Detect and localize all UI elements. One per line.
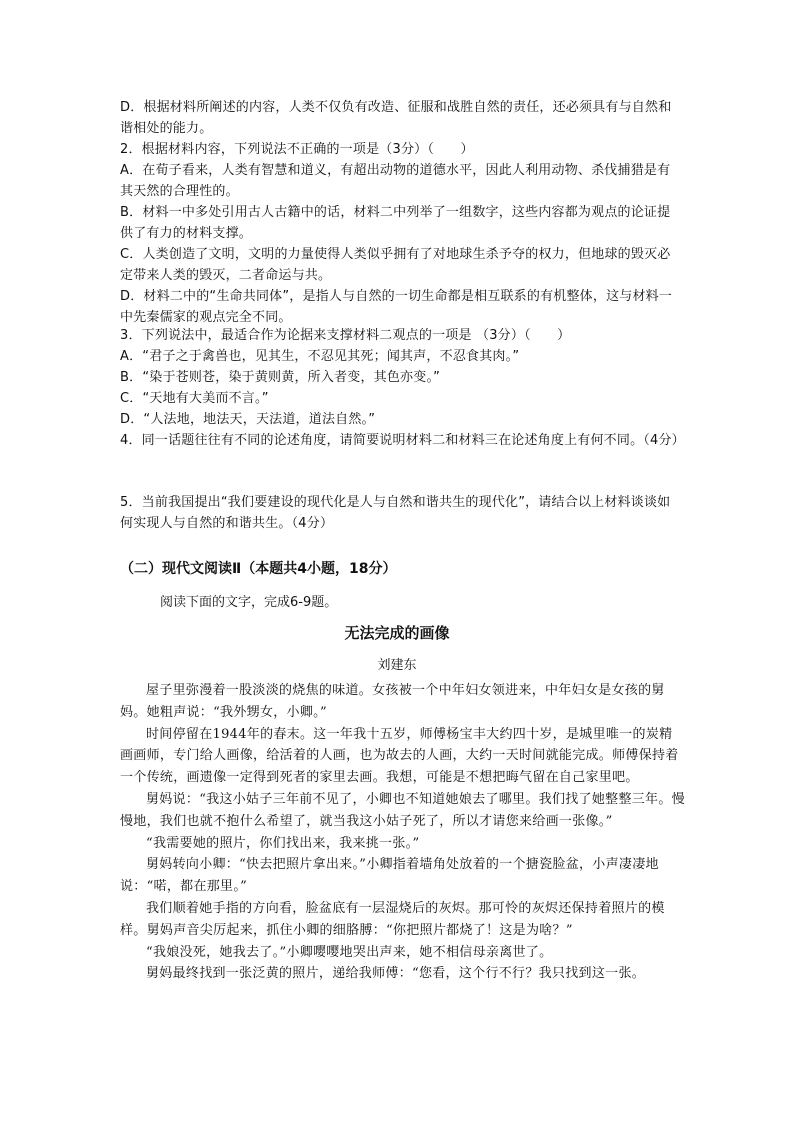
story-paragraph: 我们顺着她手指的方向看，脸盆底有一层湿烧后的灰烬。那可怜的灰烬还保持着照片的模样。舅妈声音尖厉起来，抓住小卿的细胳膊：“你把照片都烧了！这是为啥？” (120, 900, 665, 938)
story-paragraph: “我需要她的照片，你们找出来，我来挑一张。” (146, 835, 420, 851)
section-heading: （二）现代文阅读Ⅱ（本题共4小题，18分） (120, 561, 397, 577)
q5-question: 5．当前我国提出“我们要建设的现代化是人与自然和谐共生的现代化”，请结合以上材料谈谈如何实现人与自然的和谐共生。（4分） (120, 495, 671, 531)
q3-option-a: A．“君子之于禽兽也，见其生，不忍见其死；闻其声，不忍食其肉。” (120, 349, 520, 364)
q2-option-b: B．材料一中多处引用古人古籍中的话，材料二中列举了一组数字，这些内容都为观点的论证提供了有力的材料支撑。 (120, 205, 671, 241)
q2-option-a: A．在荀子看来，人类有智慧和道义，有超出动物的道德水平，因此人利用动物、杀伐捕猎是有其天然的合理性的。 (120, 163, 671, 199)
reading-instruction: 阅读下面的文字，完成6-9题。 (160, 595, 338, 610)
story-paragraph: 舅妈说：“我这小姑子三年前不见了，小卿也不知道她娘去了哪里。我们找了她整整三年。慢慢地，我们也就不抱什么希望了，就当我这小姑子死了，所以才请您来给画一张像。” (120, 791, 685, 829)
q1-option-d: D．根据材料所阐述的内容，人类不仅负有改造、征服和战胜自然的责任，还必须具有与自然和谐相处的能力。 (120, 100, 672, 136)
story-title: 无法完成的画像 (344, 624, 450, 642)
q2-option-d: D．材料二中的“生命共同体”，是指人与自然的一切生命都是相互联系的有机整体，这与材料一中先秦儒家的观点完全不同。 (120, 289, 673, 325)
q2-stem: 2．根据材料内容，下列说法不正确的一项是（3分）（ ） (120, 142, 474, 157)
q3-option-c: C．“天地有大美而不言。” (120, 391, 269, 406)
story-paragraph: 舅妈最终找到一张泛黄的照片，递给我师傅：“您看，这个行不行？我只找到这一张。 (146, 966, 646, 982)
q3-option-d: D．“人法地，地法天，天法道，道法自然。” (120, 412, 376, 427)
story-paragraph: “我娘没死，她我去了。”小卿嘤嘤地哭出声来，她不相信母亲离世了。 (146, 944, 553, 960)
story-body (120, 680, 685, 985)
story-paragraph: 舅妈转向小卿：“快去把照片拿出来。”小卿指着墙角处放着的一个搪瓷脸盆，小声凄凄地说：“喏，都在那里。” (120, 857, 659, 895)
q3-option-b: B．“染于苍则苍，染于黄则黄，所入者变，其色亦变。” (120, 370, 441, 385)
q2-option-c: C．人类创造了文明，文明的力量使得人类似乎拥有了对地球生杀予夺的权力，但地球的毁灭必定带来人类的毁灭，二者命运与共。 (120, 247, 671, 283)
q3-stem: 3．下列说法中，最适合作为论据来支撑材料二观点的一项是 （3分）（ ） (120, 328, 571, 343)
story-paragraph: 屋子里弥漫着一股淡淡的烧焦的味道。女孩被一个中年妇女领进来，中年妇女是女孩的舅妈。她粗声说：“我外甥女，小卿。” (120, 683, 665, 720)
q4-question: 4．同一话题往往有不同的论述角度，请简要说明材料二和材料三在论述角度上有何不同。（4分） (120, 433, 685, 448)
story-author: 刘建东 (377, 658, 417, 673)
story-paragraph: 时间停留在1944年的春末。这一年我十五岁，师傅杨宝丰大约四十岁，是城里唯一的炭精画画师，专门给人画像，给活着的人画，也为故去的人画，大约一天时间就能完成。师傅保持着一个传统，画遗像一定得到死者的家里去画。我想，可能是不想把晦气留在自己家里吧。 (120, 726, 679, 786)
